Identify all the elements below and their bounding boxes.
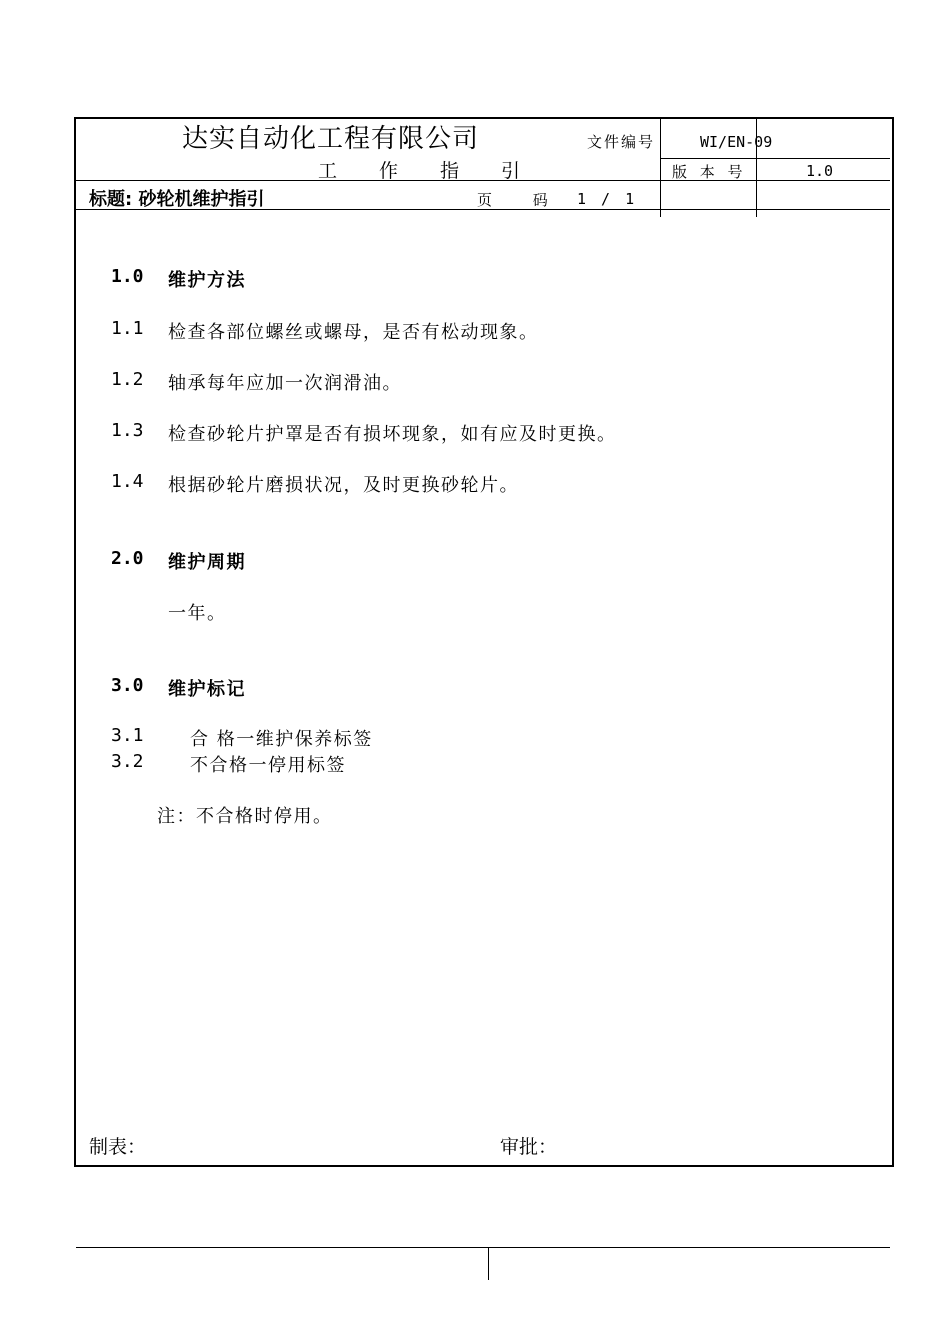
doc-no-label: 文件编号 xyxy=(587,133,656,151)
section-2-text: 一年。 xyxy=(168,603,227,624)
item-1-4-number: 1.4 xyxy=(111,471,144,492)
header-divider-1 xyxy=(660,119,661,217)
approved-by-label: 审批： xyxy=(500,1136,558,1158)
section-3-heading: 维护标记 xyxy=(168,679,246,700)
item-3-1-text: 合 格一维护保养标签 xyxy=(190,729,373,750)
doc-subtitle: 工作指引 xyxy=(318,160,563,182)
doc-title: 标题: 砂轮机维护指引 xyxy=(89,189,265,210)
doc-no-value: WI/EN-09 xyxy=(700,133,773,151)
item-3-2-number: 3.2 xyxy=(111,751,144,772)
prepared-by-label: 制表： xyxy=(89,1136,147,1158)
header-rule-1 xyxy=(660,158,890,159)
section-1-number: 1.0 xyxy=(111,266,144,287)
section-3-number: 3.0 xyxy=(111,675,144,696)
item-3-1-number: 3.1 xyxy=(111,725,144,746)
item-3-2-text: 不合格一停用标签 xyxy=(190,755,346,776)
item-1-2-number: 1.2 xyxy=(111,369,144,390)
section-2-number: 2.0 xyxy=(111,548,144,569)
item-1-2-text: 轴承每年应加一次润滑油。 xyxy=(168,373,402,394)
page-footer-rule xyxy=(76,1247,890,1248)
version-value: 1.0 xyxy=(806,162,834,180)
section-3-note: 注：不合格时停用。 xyxy=(157,806,333,827)
company-name: 达实自动化工程有限公司 xyxy=(182,124,480,154)
section-2-heading: 维护周期 xyxy=(168,552,246,573)
page-footer-divider xyxy=(488,1247,489,1280)
item-1-3-text: 检查砂轮片护罩是否有损坏现象，如有应及时更换。 xyxy=(168,424,617,445)
version-label: 版 本 号 xyxy=(672,163,747,181)
section-1-heading: 维护方法 xyxy=(168,270,246,291)
page-value: 1 / 1 xyxy=(577,190,638,208)
item-1-4-text: 根据砂轮片磨损状况，及时更换砂轮片。 xyxy=(168,475,519,496)
item-1-1-text: 检查各部位螺丝或螺母，是否有松动现象。 xyxy=(168,322,539,343)
item-1-1-number: 1.1 xyxy=(111,318,144,339)
page-label: 页 码 xyxy=(477,191,566,209)
item-1-3-number: 1.3 xyxy=(111,420,144,441)
